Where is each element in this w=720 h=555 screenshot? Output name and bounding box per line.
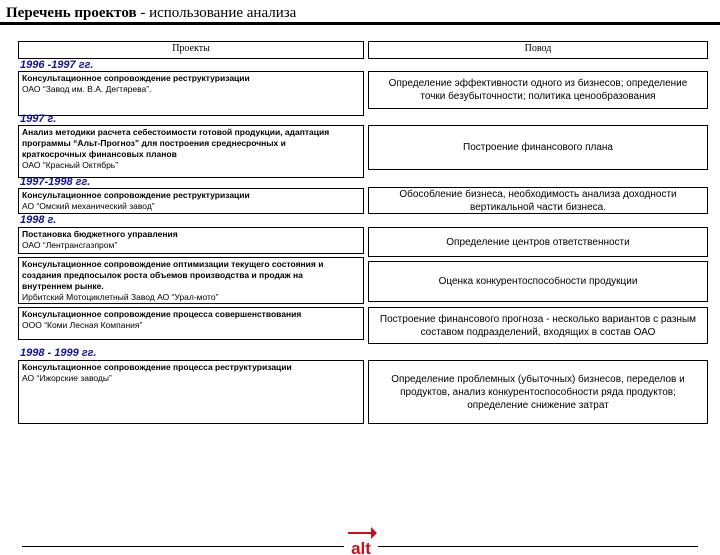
project-line: Консультационное сопровождение процесса совершенствования [22,309,302,319]
project-line: создания предпосылок роста объемов производства и продаж на [22,270,303,280]
reason-cell: Построение финансового плана [368,125,708,170]
project-line: Консультационное сопровождение процесса реструктуризации [22,362,292,372]
title-rule [0,22,720,25]
project-cell [18,125,364,178]
project-line: ООО “Коми Лесная Компания” [22,320,143,330]
project-line: АО “Ижорские заводы” [22,373,112,383]
project-line: Консультационное сопровождение реструктуризации [22,73,250,83]
project-line: Консультационное сопровождение реструктуризации [22,190,250,200]
project-line: Консультационное сопровождение оптимизации текущего состояния и [22,259,324,269]
year-label: 1997 г. [20,113,57,125]
project-cell [18,188,364,214]
reason-cell: Построение финансового прогноза - несколько вариантов с разным составом подразделений, входящих в состав ОАО [368,307,708,344]
project-cell [18,257,364,304]
page-title [6,4,296,22]
project-cell [18,227,364,254]
reason-header: Повод [368,41,708,59]
year-label: 1997-1998 гг. [20,176,91,188]
year-label: 1998 г. [20,214,57,226]
logo-arrow-icon [348,527,377,539]
project-line: краткосрочных финансовых планов [22,149,177,159]
project-line: АО “Омский механический завод” [22,201,155,211]
project-line: Анализ методики расчета себестоимости готовой продукции, адаптация [22,127,330,137]
project-line: внутреннем рынке. [22,281,104,291]
project-line: Ирбитский Мотоциклетный Завод АО “Урал-мото” [22,292,219,302]
page-title-bold: Перечень проектов [6,5,137,21]
project-cell [18,307,364,340]
year-label: 1998 - 1999 гг. [20,347,97,359]
reason-cell: Определение проблемных (убыточных) бизнесов, переделов и продуктов, анализ конкурентоспособности ряда продуктов; определение снижение затрат [368,360,708,424]
reason-cell: Определение эффективности одного из бизнесов; определение точки безубыточности; политика ценообразования [368,71,708,109]
project-line: Постановка бюджетного управления [22,229,178,239]
reason-cell: Обособление бизнеса, необходимость анализа доходности вертикальной части бизнеса. [368,187,708,214]
reason-cell: Оценка конкурентоспособности продукции [368,261,708,302]
projects-header: Проекты [18,41,364,59]
project-cell [18,71,364,116]
logo-text: alt [351,539,371,555]
project-line: ОАО “Лентрансгазпром” [22,240,118,250]
footer-rule-right [378,546,698,547]
alt-logo [344,522,378,555]
project-line: ОАО “Красный Октябрь” [22,160,119,170]
project-line: ОАО “Завод им. В.А. Дегтярева”. [22,84,152,94]
year-label: 1996 -1997 гг. [20,59,94,71]
reason-cell: Определение центров ответственности [368,227,708,257]
footer-rule-left [22,546,344,547]
project-cell [18,360,364,424]
page-title-rest: - использование анализа [136,5,297,21]
project-line: программы “Альт-Прогноз” для построения среднесрочных и [22,138,286,148]
